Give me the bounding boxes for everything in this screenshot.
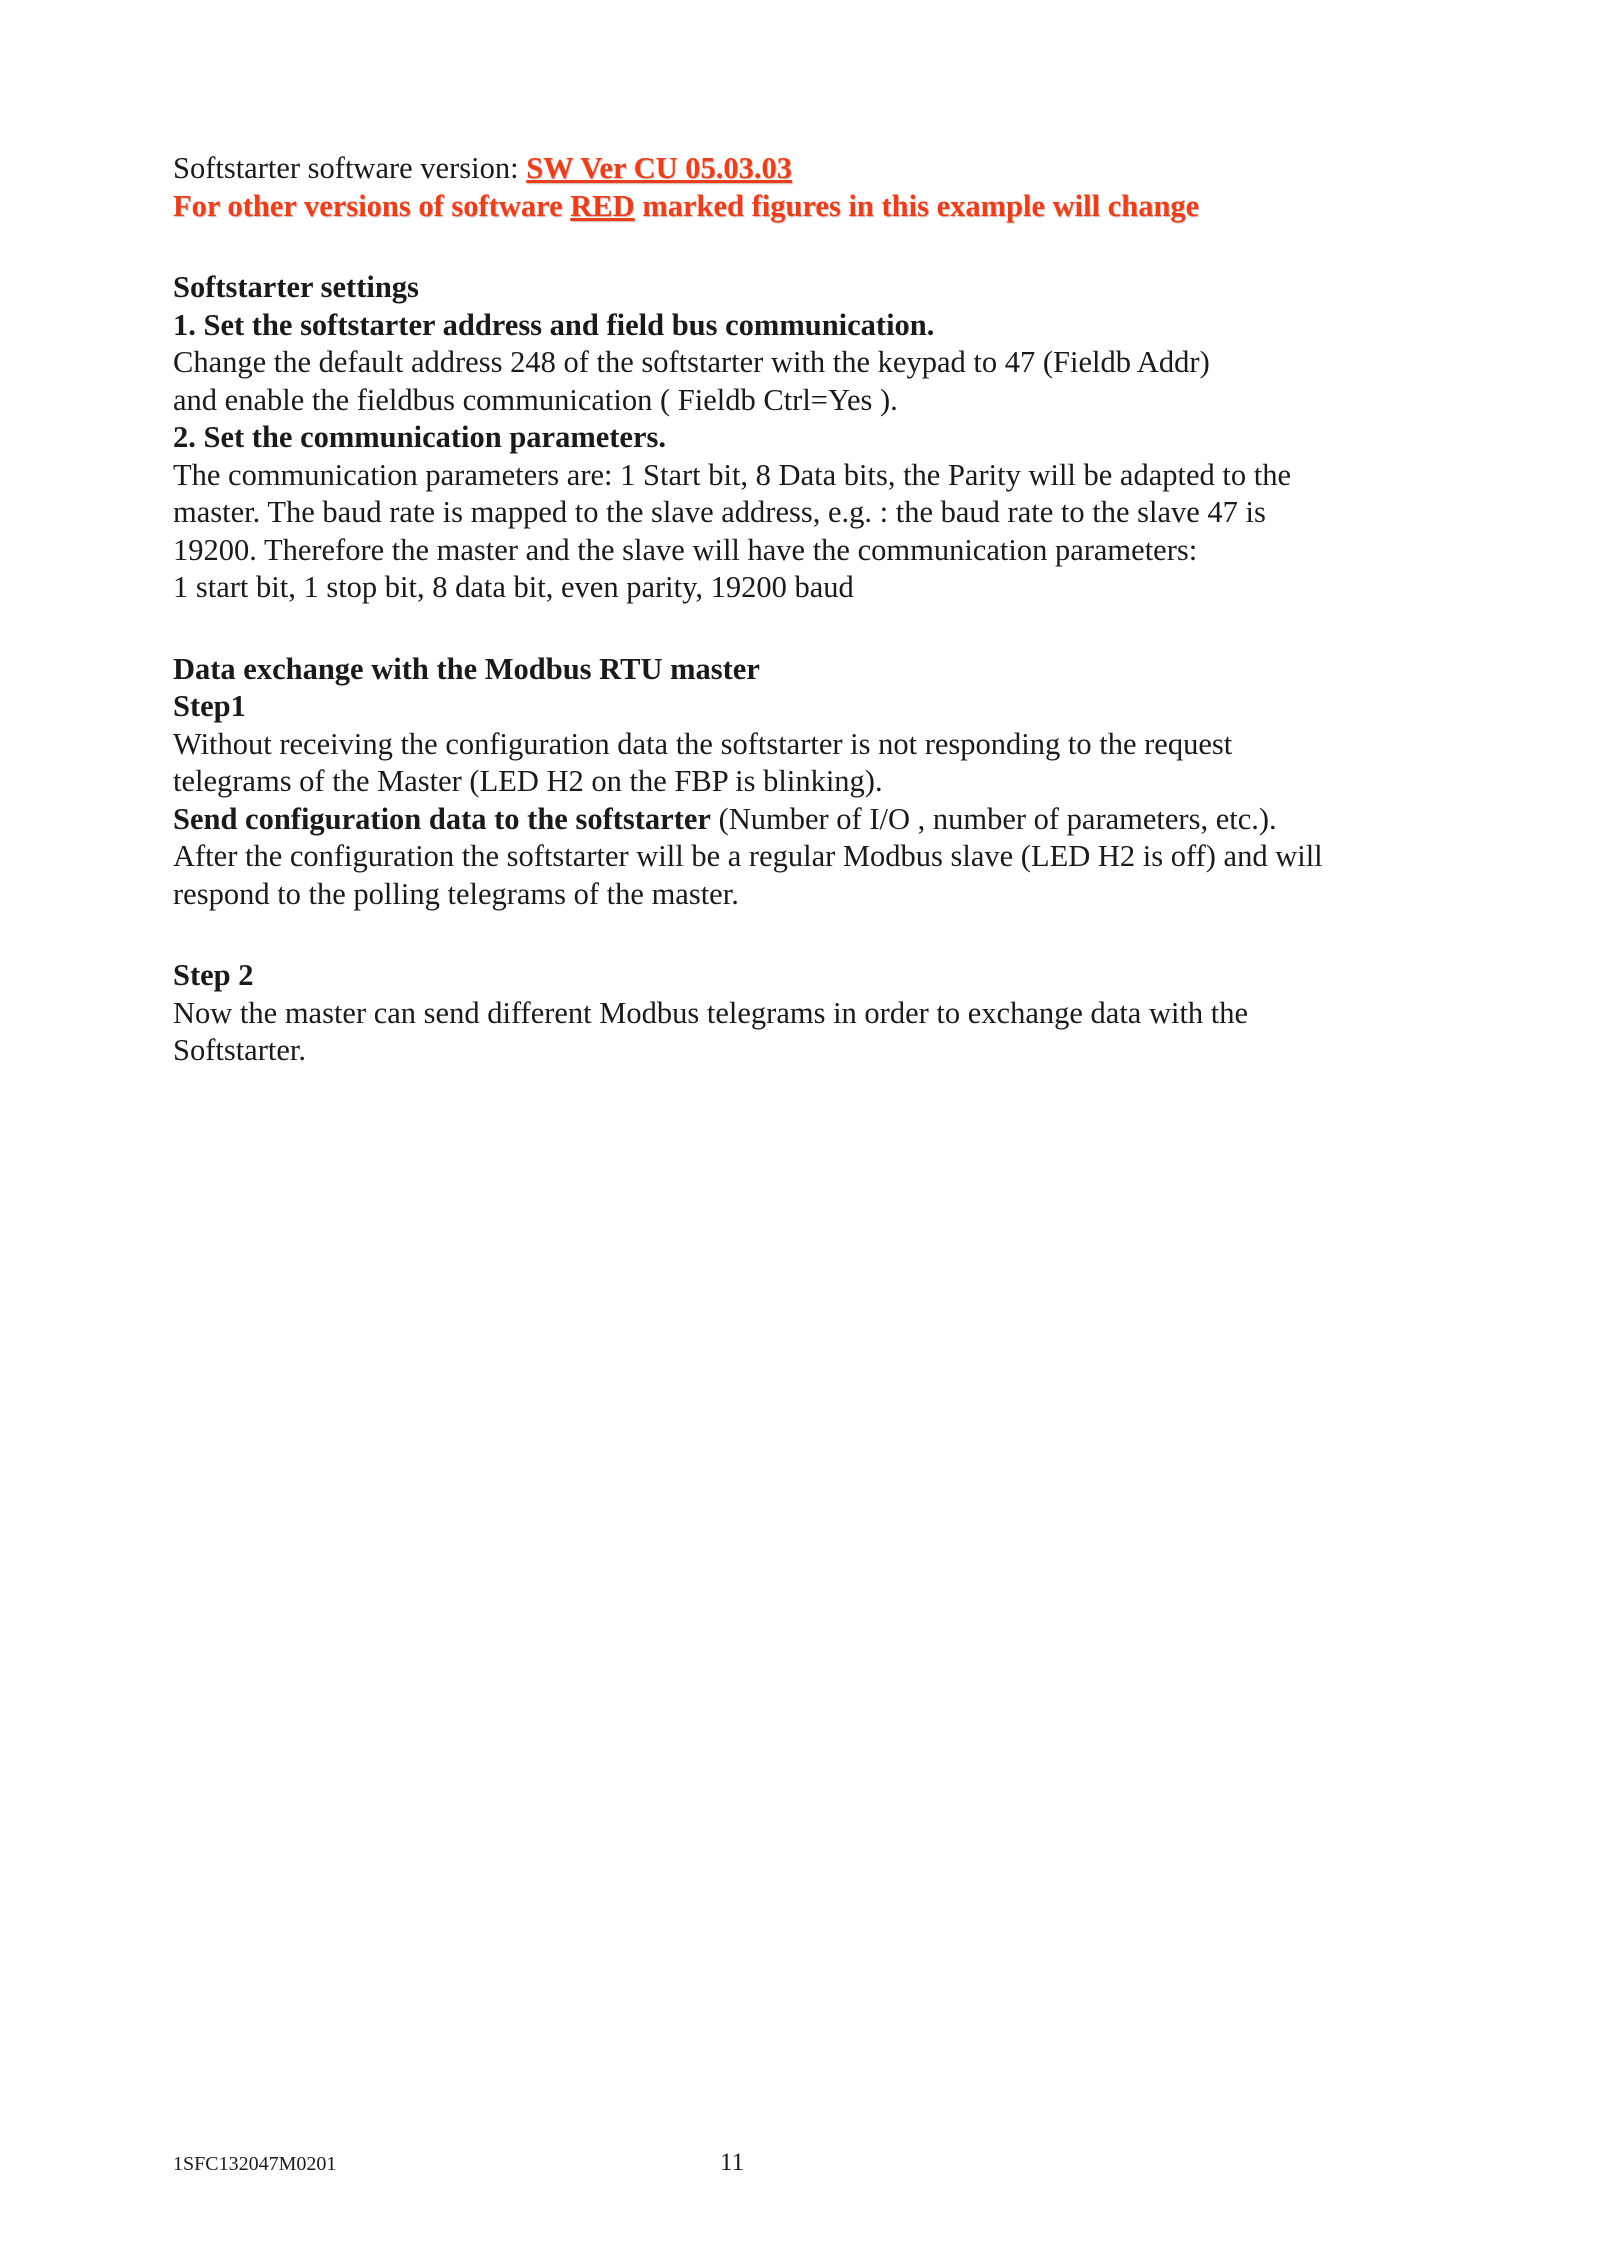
after-config-line-2: respond to the polling telegrams of the master. [173,876,739,911]
spacer [173,913,1433,957]
page-number: 11 [720,2149,745,2176]
send-configuration-line [173,801,1433,839]
send-configuration-rest: (Number of I/O , number of parameters, etc.). [710,801,1277,836]
software-version-label: Softstarter software version: [173,151,527,185]
exchange-step2-line-1: Now the master can send different Modbus telegrams in order to exchange data with the [173,995,1249,1030]
software-version-line [173,150,1433,188]
settings-step1-line-2: and enable the fieldbus communication ( Fieldb Ctrl=Yes ). [173,382,898,417]
page-content [173,150,1433,1070]
spacer [173,225,1433,269]
after-config-line-1: After the configuration the softstarter will be a regular Modbus slave (LED H2 is off) and will [173,839,1323,873]
spacer [173,607,1433,651]
exchange-step2-heading: Step 2 [173,958,254,992]
settings-step2-line-1: The communication parameters are: 1 Start bit, 8 Data bits, the Parity will be adapted to the [173,457,1292,492]
exchange-step1-line-1: Without receiving the configuration data the softstarter is not responding to the request [173,726,1233,761]
data-exchange-heading: Data exchange with the Modbus RTU master [173,651,760,686]
settings-step2-line-4: 1 start bit, 1 stop bit, 8 data bit, even parity, 19200 baud [173,570,854,604]
document-id: 1SFC132047M0201 [173,2153,337,2175]
version-warning-text-2: marked figures in this example will change [634,188,1200,223]
exchange-step1-line-2: telegrams of the Master (LED H2 on the FBP is blinking). [173,764,883,798]
send-configuration-bold: Send configuration data to the softstarter [173,801,711,836]
exchange-step2-line-2: Softstarter. [173,1033,306,1067]
software-version-value: SW Ver CU 05.03.03 [526,151,792,185]
softstarter-settings-heading: Softstarter settings [173,270,419,304]
version-warning-red-word: RED [570,188,635,223]
settings-step1-line-1: Change the default address 248 of the softstarter with the keypad to 47 (Fieldb Addr) [173,345,1210,379]
version-warning-text-1: For other versions of software [173,188,571,223]
settings-step1-heading: 1. Set the softstarter address and field bus communication. [173,307,935,342]
version-warning-line [173,188,1433,226]
settings-step2-line-3: 19200. Therefore the master and the slave will have the communication parameters: [173,532,1198,567]
settings-step2-line-2: master. The baud rate is mapped to the slave address, e.g. : the baud rate to the slave 47 is [173,495,1266,529]
exchange-step1-heading: Step1 [173,689,246,723]
settings-step2-heading: 2. Set the communication parameters. [173,420,666,454]
